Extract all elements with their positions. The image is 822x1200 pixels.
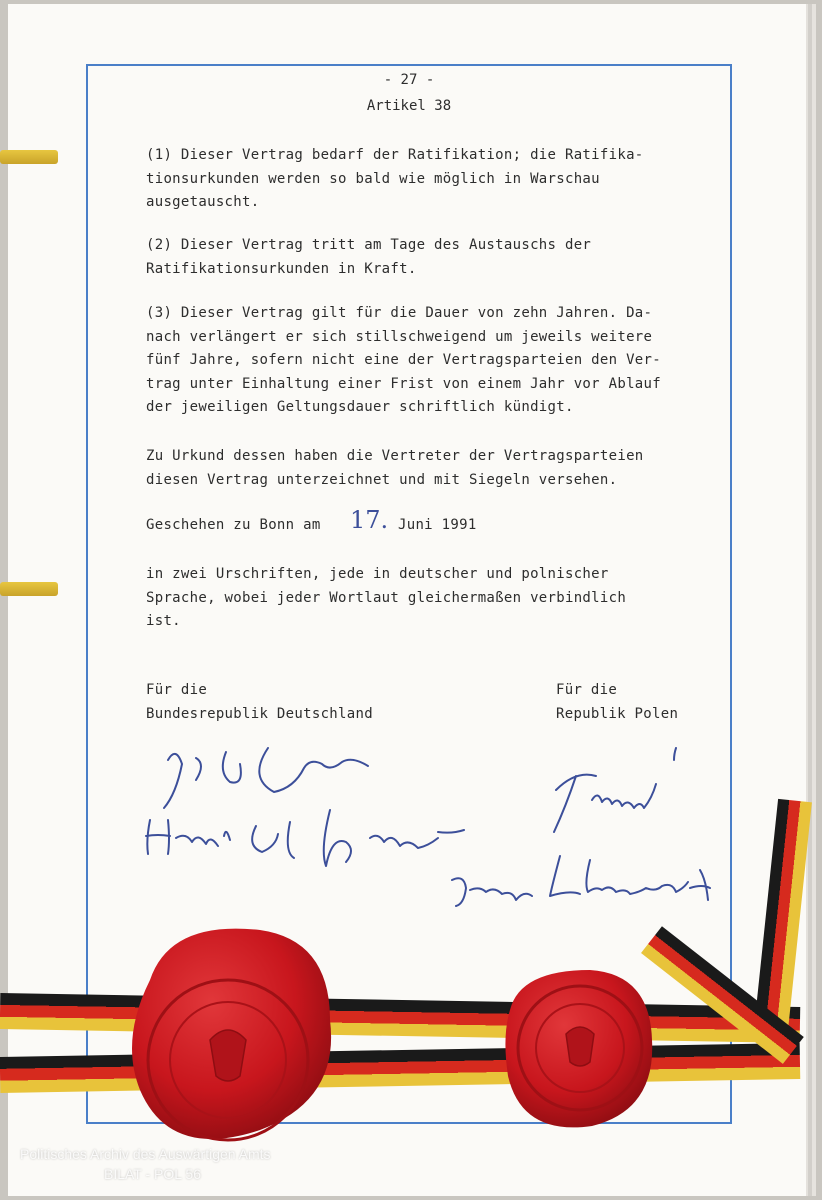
paragraph-2: (2) Dieser Vertrag tritt am Tage des Austauschs der Ratifikationsurkunden in Kraft. [146, 237, 592, 277]
signatory-left-line1: Für die [146, 682, 208, 698]
signatory-left-line2: Bundesrepublik Deutschland [146, 706, 373, 722]
binding-cord-top [0, 150, 58, 164]
done-at-prefix: Geschehen zu Bonn am [146, 517, 321, 533]
paragraph-4: Zu Urkund dessen haben die Vertreter der Vertragsparteien diesen Vertrag unterzeichnet und mit Siegeln versehen. [146, 448, 644, 488]
archive-stamp-line1: Politisches Archiv des Auswärtigen Amts [20, 1146, 271, 1162]
done-at-suffix: Juni 1991 [398, 517, 477, 533]
article-title: Artikel 38 [366, 98, 452, 114]
signatory-right-line2: Republik Polen [556, 706, 679, 722]
paragraph-3: (3) Dieser Vertrag gilt für die Dauer von zehn Jahren. Da- nach verlängert er sich stillschweigend um jeweils weitere fünf Jahre, sofern nicht eine der Vertragsparteien den Ver- trag unter Einhaltung einer Frist von einem Jahr vor Ablauf der jeweiligen Geltungsdauer schriftlich kündigt. [146, 305, 661, 415]
signatory-right-line1: Für die [556, 682, 618, 698]
closing-paragraph: in zwei Urschriften, jede in deutscher und polnischer Sprache, wobei jeder Wortlaut gleichermaßen verbindlich ist. [146, 566, 627, 629]
page-number: - 27 - [383, 72, 435, 88]
archive-stamp-line2: BILAT - POL 56 [104, 1166, 202, 1182]
binding-cord-middle [0, 582, 58, 596]
paragraph-1: (1) Dieser Vertrag bedarf der Ratifikation; die Ratifika- tionsurkunden werden so bald wie möglich in Warschau ausgetauscht. [146, 147, 644, 210]
done-at-day: 17. [350, 506, 389, 534]
